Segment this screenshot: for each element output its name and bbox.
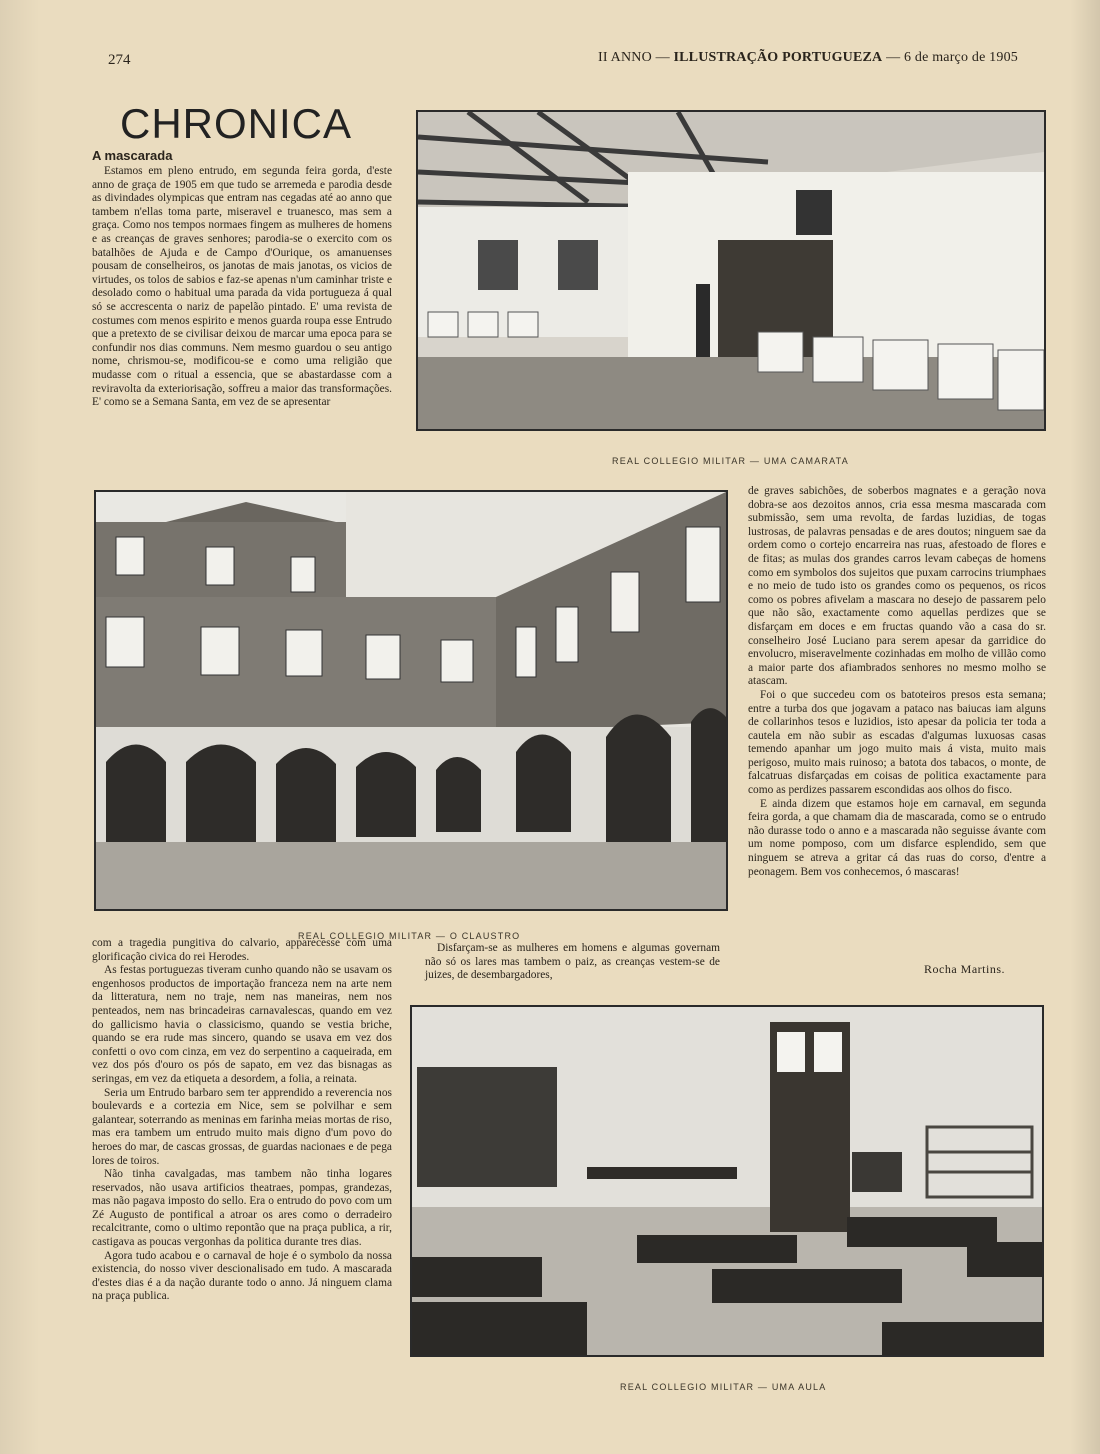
photo-caption: REAL COLLEGIO MILITAR — UMA AULA [620, 1382, 827, 1392]
paragraph: de graves sabichões, de soberbos magnates e a geração nova dobra-se aos dezoitos annos, cria essa mesma mascarada com submissão, sem uma revolta, de fardas luzidias, de togas lustrosas, de palavras pensadas e de ares doutos; ninguem sae da ordem como o cortejo encarreira nas ruas, afestoado de flores e de fitas; as mulas dos grandes carros levam cabeças de homens como em symbolos dos sujeitos que puxam carrocins triumphaes e no meio de tudo isto os grandes como os pequenos, os ricos como os pobres afivelam a mascara no desejo de passarem pelo que não são, exactamente como aquellas perdizes que se disfarçam em doces e em fructas quando vão a casa do sr. conselheiro José Luciano para serem apesar da garridice do envolucro, miseravelmente cozinhadas em molho de villão como a maior parte dos afiambrados senhores no mesmo molho se atascam. [748, 485, 1046, 688]
author-signature: Rocha Martins. [924, 962, 1005, 976]
photo-caption: REAL COLLEGIO MILITAR — UMA CAMARATA [612, 456, 849, 466]
text-column-2 [748, 485, 1046, 879]
paragraph: Seria um Entrudo barbaro sem ter apprendido a reverencia nos boulevards e a cortezia em Nice, sem se polvilhar e sem galantear, soterrando as meninas em farinha meias mortas de riso, mas era tambem um entrudo muito mais digno d'um povo do heroes do mar, de cascas grossas, de guardas nacionaes e de pega lores de toiros. [92, 1086, 392, 1167]
paragraph: Não tinha cavalgadas, mas tambem não tinha logares reservados, não usava artificios theatraes, pompas, grandezas, mas não pagava imposto do sello. Era o entrudo do povo com um Zé Augusto de pontifical a atroar os ares como o derradeiro recalcitrante, como o ultimo repontão que na praça publica, a rir, castigava as poucas vergonhas da politica durante tres dias. [92, 1168, 392, 1249]
paragraph: Disfarçam-se as mulheres em homens e algumas governam não só os lares mas tambem o paiz, as creanças vestem-se de juizes, de desembargadores, [425, 942, 720, 982]
paragraph: Estamos em pleno entrudo, em segunda feira gorda, d'este anno de graça de 1905 em que tudo se arremeda e parodia desde as divindades olympicas que entram nas cegadas até ao anno que tambem n'ellas toma parte, miseravel e truanesco, mas sem a graça. Como nos tempos normaes fingem as mulheres de homens e as creanças de graves senhores; parodia-se o exercito com os batalhões de Ajuda e de Campo d'Ourique, os amanuenses pousam de conselheiros, os janotas de mais janotas, os vicios de virtudes, os tolos de sabios e faz-se apenas n'um caminhar triste e desolado como o habitual uma parada da vida portugueza á qual só se accrescenta o nariz de papelão pintado. E' uma revista de costumes com menos espirito e menos guarda roupa esse Entrudo que a pretexto de se civilisar deixou de marcar uma epoca para se confundir nos dias communs. Nem mesmo guardou o seu antigo nome, chrismou-se, modificou-se e como uma religião que mudasse com o ritual a essencia, que se abastardasse com a reviravolta da exteriorisação, soffreu a maior das transformações. E' como se a Semana Santa, em vez de se apresentar [92, 165, 392, 409]
volume-label: II ANNO — [597, 50, 670, 65]
paragraph: E ainda dizem que estamos hoje em carnaval, em segunda feira gorda, a que chamam dia de mascarada, como se o entrudo não durasse todo o anno e a mascarada não seguisse ávante com um nome pomposo, com um disfarce esplendido, sem que ninguem se atreva a gritar cá das ruas do corso, d'entre a peonagem. Bem vos conhecemos, ó mascaras! [748, 797, 1046, 878]
text-column-1 [92, 165, 392, 410]
photo-classroom [410, 1005, 1044, 1357]
article-subtitle: A mascarada [92, 148, 173, 163]
photo-dormitory [416, 110, 1046, 431]
paragraph: As festas portuguezas tiveram cunho quando não se usavam os engenhosos productos de importação franceza nem na arte nem da litteratura, nem no traje, nem nas maneiras, nem nos penteados, nem nas brincadeiras carnavalescas, quando em vez do gallicismo havia o classicismo, quando se vestia briche, quando se era rude mas sincero, quando se usava em vez dos confetti o ovo com cinza, em vez do serpentino a caqueirada, em vez dos pós d'ouro os pós de sapato, em vez das bisnagas as seringas, em vez da etiqueta a desordem, a folia, a reinata. [92, 964, 392, 1085]
text-column-4 [425, 942, 720, 983]
photo-caption: REAL COLLEGIO MILITAR — O CLAUSTRO [298, 931, 521, 941]
paragraph: Foi o que succedeu com os batoteiros presos esta semana; entre a turba dos que jogavam a pataco nas baiucas iam alguns de collarinhos tesos e luzidios, isto apesar da policia ter toda a cautela em não subir as escadas d'algumas luxuosas casas temendo apanhar um jogo muito mais á vista, muito mais perigoso, muito mais ruinoso; a batota dos tabacos, o monte, de falcatruas disfarçadas em coisas de politica exactamente para como as perdizes passarem escondidas aos olhos do fisco. [748, 688, 1046, 797]
photo-cloister [94, 490, 728, 911]
journal-title: ILLUSTRAÇÃO PORTUGUEZA [673, 50, 883, 65]
text-column-3 [92, 937, 392, 1304]
running-header [598, 50, 1018, 66]
paragraph: com a tragedia pungitiva do calvario, apparecesse com uma glorificação civica do rei Herodes. [92, 937, 392, 963]
page-number: 274 [108, 52, 131, 68]
article-title: CHRONICA [120, 100, 353, 147]
paragraph: Agora tudo acabou e o carnaval de hoje é o symbolo da nossa existencia, do nosso viver descionalisado em tudo. A mascarada d'estes dias é a da nação durante todo o anno. Já ninguem clama na praça publica. [92, 1249, 392, 1303]
issue-date: — 6 de março de 1905 [886, 50, 1018, 65]
